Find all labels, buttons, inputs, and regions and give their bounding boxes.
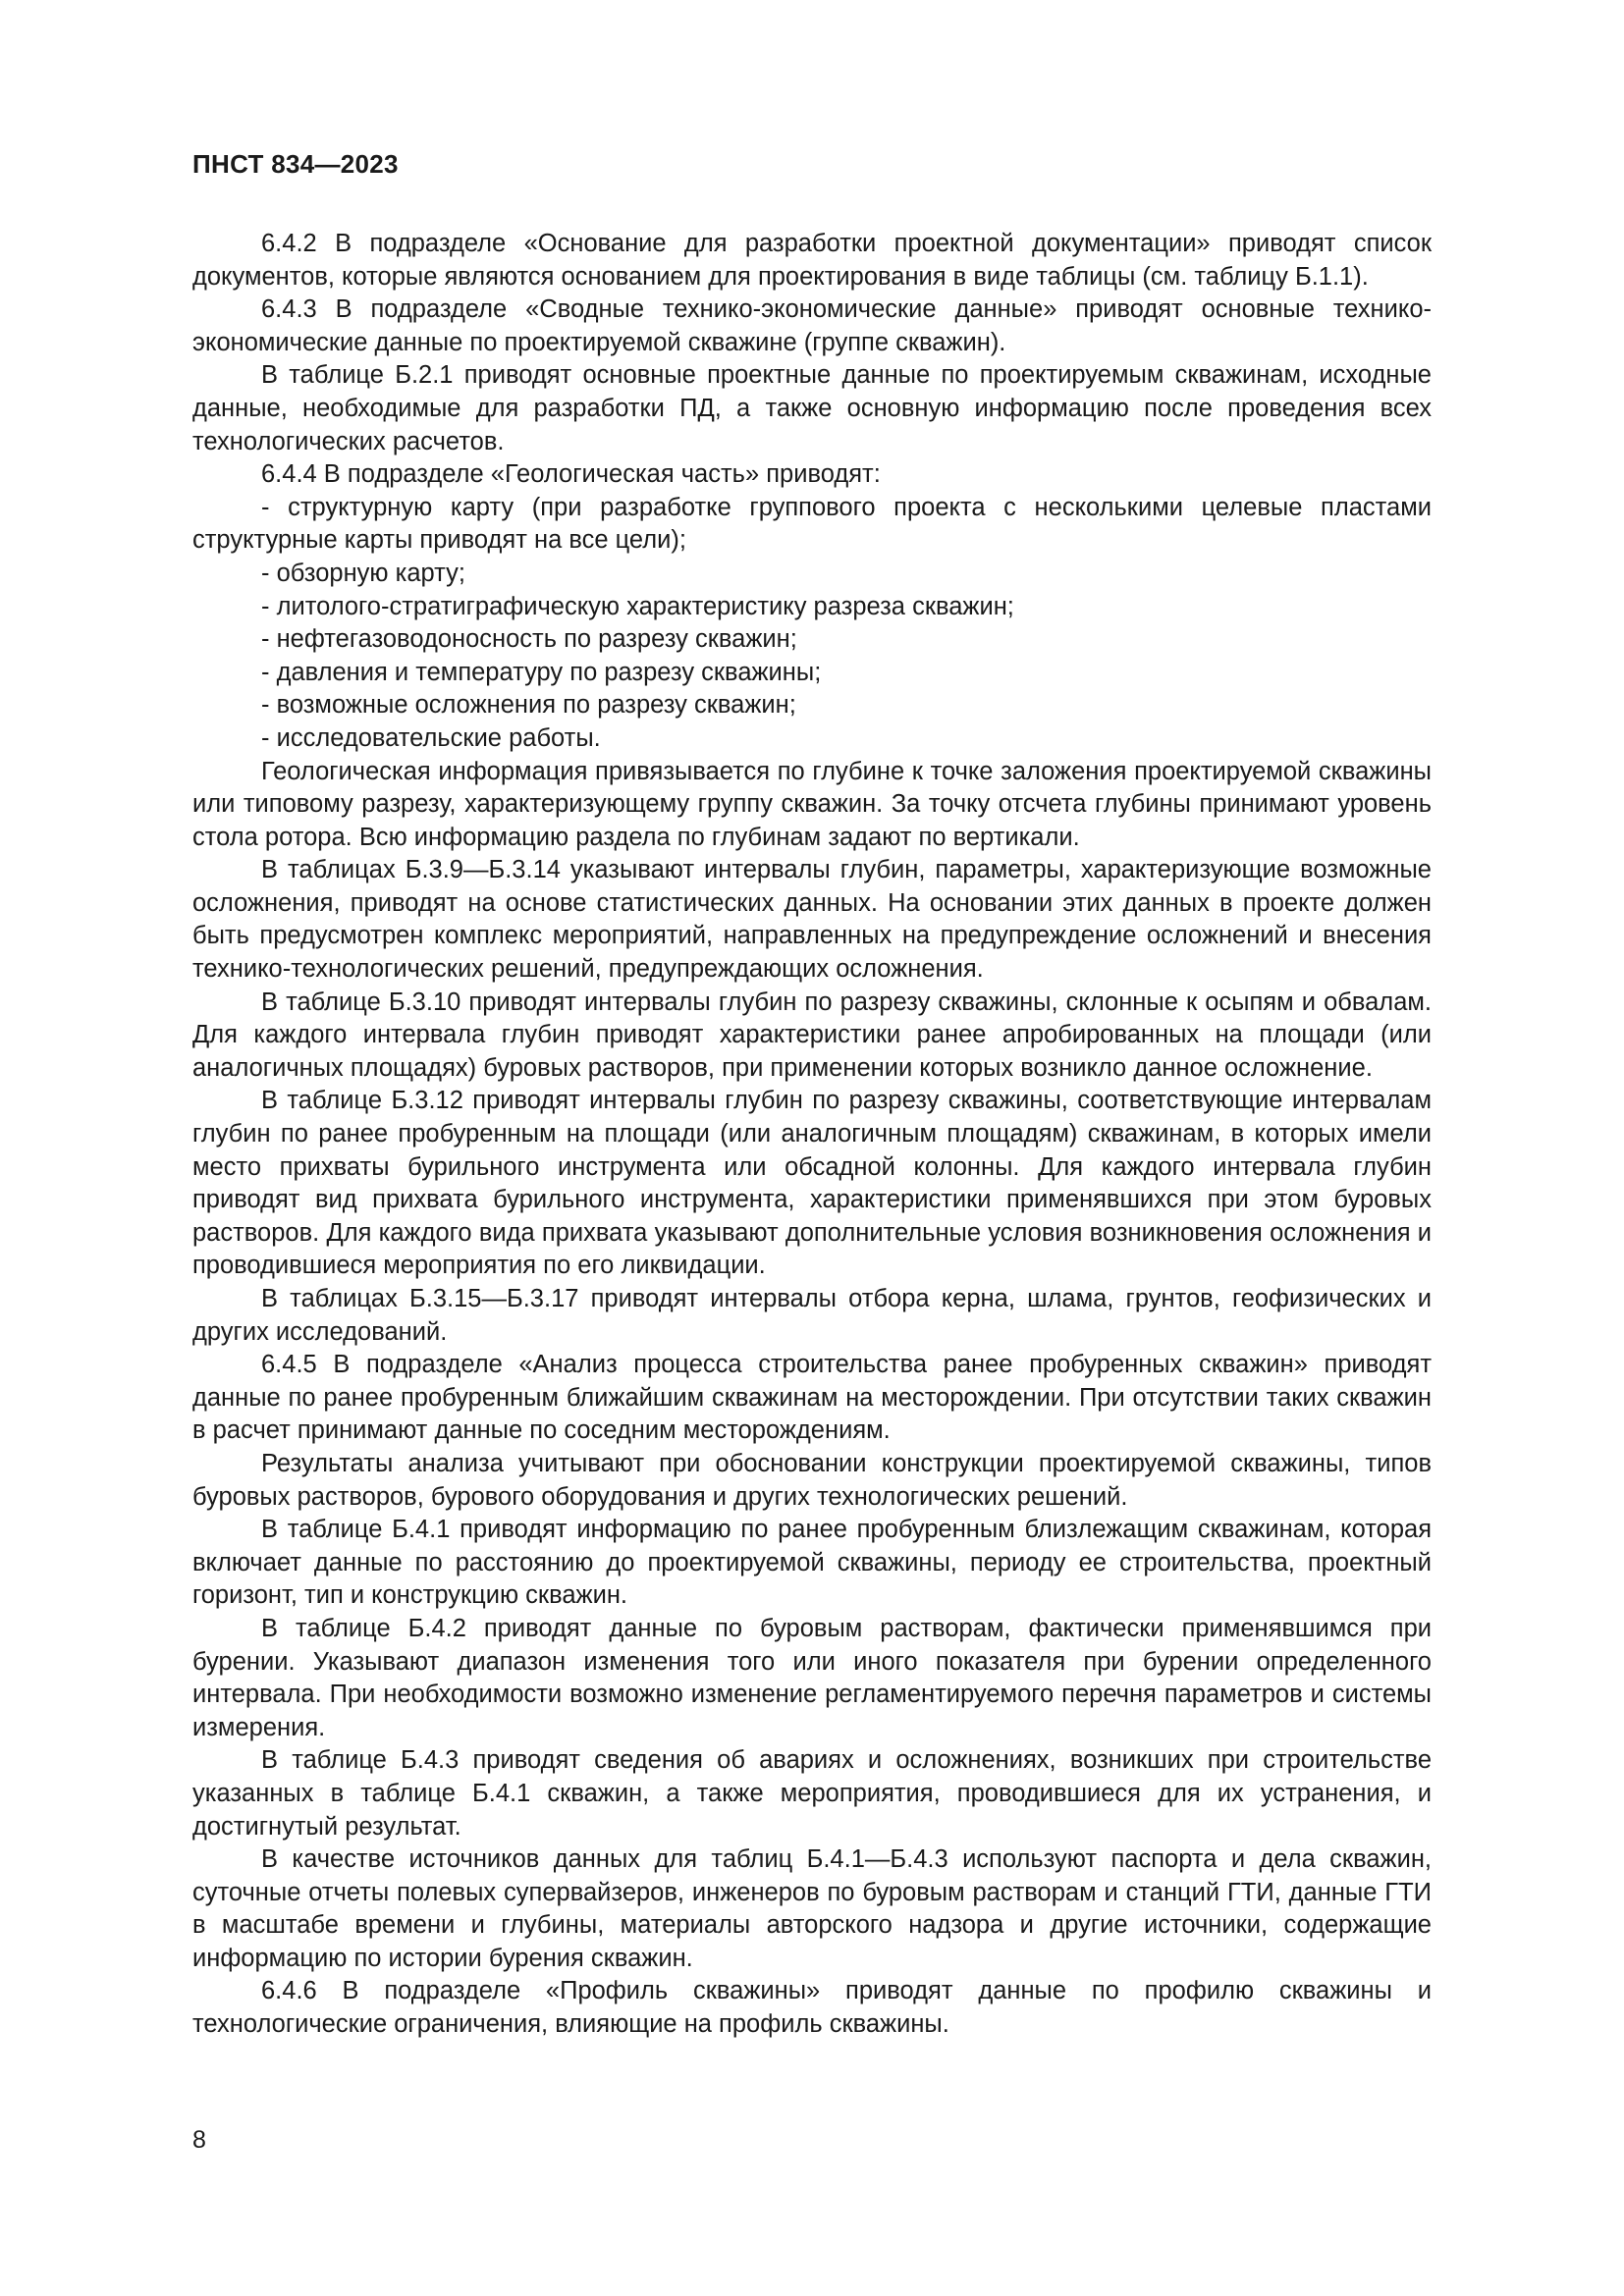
paragraph: Результаты анализа учитывают при обосновании конструкции проектируемой скважины, типов буровых растворов, бурового оборудования и других технологических решений.: [192, 1449, 1432, 1511]
list-item: - возможные осложнения по разрезу скважин;: [261, 691, 796, 720]
paragraph: 6.4.2 В подразделе «Основание для разработки проектной документации» приводят список документов, которые являются основанием для проектирования в виде таблицы (см. таблицу Б.1.1).: [192, 230, 1432, 291]
paragraph: В таблице Б.3.10 приводят интервалы глубин по разрезу скважины, склонные к осыпям и обвалам. Для каждого интервала глубин приводят характеристики ранее апробированных на площади (или аналогичных площадях) буровых растворов, при применении которых возникло данное осложнение.: [192, 988, 1432, 1082]
paragraph: В таблицах Б.3.9—Б.3.14 указывают интервалы глубин, параметры, характеризующие возможные осложнения, приводят на основе статистических данных. На основании этих данных в проекте должен быть предусмотрен комплекс мероприятий, направленных на предупреждение осложнений и внесения технико-технологических решений, предупреждающих осложнения.: [192, 856, 1432, 984]
paragraph: В таблице Б.3.12 приводят интервалы глубин по разрезу скважины, соответствующие интервалам глубин по ранее пробуренным на площади (или аналогичным площадям) скважинам, в которых имели место прихваты бурильного инструмента или обсадной колонны. Для каждого интервала глубин приводят вид прихвата бурильного инструмента, характеристики применявшихся при этом буровых растворов. Для каждого вида прихвата указывают дополнительные условия возникновения осложнения и проводившиеся мероприятия по его ликвидации.: [192, 1087, 1432, 1280]
list-item: - структурную карту (при разработке группового проекта с несколькими целевые пластами структурные карты приводят на все цели);: [192, 493, 1432, 555]
document-header-code: ПНСТ 834—2023: [192, 149, 399, 179]
paragraph: В таблице Б.4.1 приводят информацию по ранее пробуренным близлежащим скважинам, которая включает данные по расстоянию до проектируемой скважины, периоду ее строительства, проектный горизонт, тип и конструкцию скважин.: [192, 1516, 1432, 1610]
paragraph: В таблице Б.4.3 приводят сведения об авариях и осложнениях, возникших при строительстве указанных в таблице Б.4.1 скважин, а также мероприятия, проводившиеся для их устранения, и достигнутый результат.: [192, 1746, 1432, 1841]
list-item: - обзорную карту;: [261, 559, 465, 587]
paragraph: 6.4.6 В подразделе «Профиль скважины» приводят данные по профилю скважины и технологические ограничения, влияющие на профиль скважины.: [192, 1977, 1432, 2039]
list-item: - исследовательские работы.: [261, 723, 601, 752]
paragraph: 6.4.4 В подразделе «Геологическая часть» приводят:: [261, 460, 881, 489]
page-number: 8: [192, 2126, 206, 2154]
list-item: - литолого-стратиграфическую характеристику разреза скважин;: [261, 592, 1014, 620]
body-text: [192, 228, 1432, 2042]
paragraph: В таблицах Б.3.15—Б.3.17 приводят интервалы отбора керна, шлама, грунтов, геофизических и других исследований.: [192, 1285, 1432, 1346]
paragraph: Геологическая информация привязывается по глубине к точке заложения проектируемой скважины или типовому разрезу, характеризующему группу скважин. За точку отсчета глубины принимают уровень стола ротора. Всю информацию раздела по глубинам задают по вертикали.: [192, 757, 1432, 851]
paragraph: В таблице Б.4.2 приводят данные по буровым растворам, фактически применявшимся при бурении. Указывают диапазон изменения того или иного показателя при бурении определенного интервала. При необходимости возможно изменение регламентируемого перечня параметров и системы измерения.: [192, 1614, 1432, 1741]
list-item: - нефтегазоводоносность по разрезу скважин;: [261, 625, 797, 654]
paragraph: 6.4.3 В подразделе «Сводные технико-экономические данные» приводят основные технико-экономические данные по проектируемой скважине (группе скважин).: [192, 295, 1432, 356]
paragraph: 6.4.5 В подразделе «Анализ процесса строительства ранее пробуренных скважин» приводят данные по ранее пробуренным ближайшим скважинам на месторождении. При отсутствии таких скважин в расчет принимают данные по соседним месторождениям.: [192, 1351, 1432, 1445]
paragraph: В качестве источников данных для таблиц Б.4.1—Б.4.3 используют паспорта и дела скважин, суточные отчеты полевых супервайзеров, инженеров по буровым растворам и станций ГТИ, данные ГТИ в масштабе времени и глубины, материалы авторского надзора и другие источники, содержащие информацию по истории бурения скважин.: [192, 1845, 1432, 1972]
list-item: - давления и температуру по разрезу скважины;: [261, 658, 822, 686]
paragraph: В таблице Б.2.1 приводят основные проектные данные по проектируемым скважинам, исходные данные, необходимые для разработки ПД, а также основную информацию после проведения всех технологических расчетов.: [192, 361, 1432, 455]
